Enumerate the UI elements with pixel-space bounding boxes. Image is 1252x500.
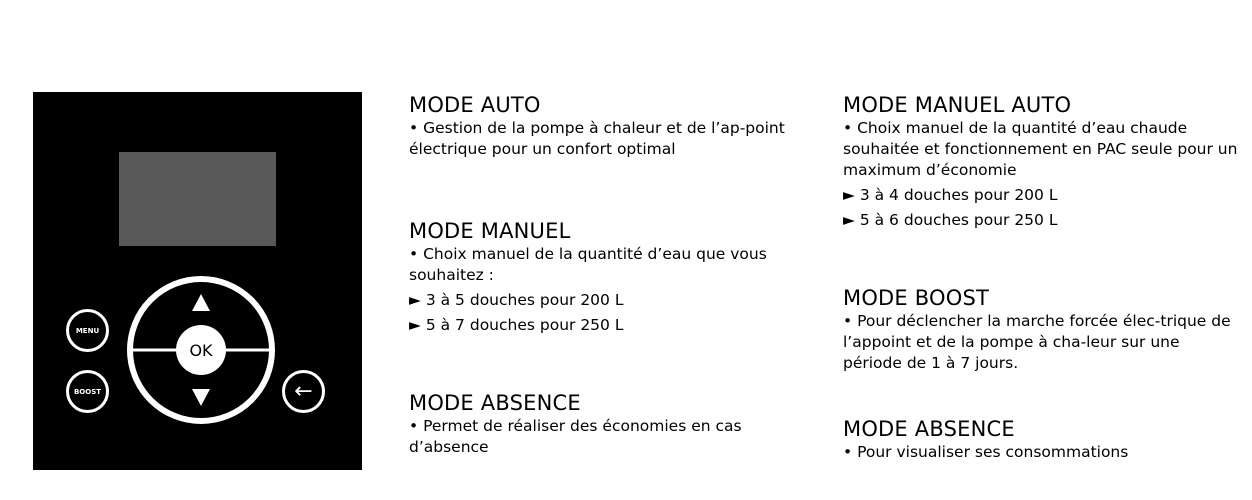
mode-manuel-title: MODE MANUEL (409, 219, 571, 243)
mode-boost-title: MODE BOOST (843, 286, 990, 310)
boost-button[interactable] (66, 370, 109, 413)
list-item: ► 5 à 6 douches pour 250 L (843, 211, 1058, 229)
display-screen (119, 152, 276, 246)
list-item: ► 3 à 5 douches pour 200 L (409, 291, 624, 309)
arrow-up-icon[interactable] (191, 293, 211, 313)
ok-button-label: OK (189, 340, 213, 360)
section-mode-manuel-auto (843, 92, 1248, 231)
mode-boost-desc: • Pour déclencher la marche forcée élec-trique de l’appoint et de la pompe à cha-leur sur une période de 1 à 7 jours. (843, 312, 1231, 372)
mode-absence-desc: • Permet de réaliser des économies en cas d’absence (409, 417, 742, 456)
list-item: ► 5 à 7 douches pour 250 L (409, 316, 624, 334)
list-item: ► 3 à 4 douches pour 200 L (843, 186, 1058, 204)
mode-manuel-desc: • Choix manuel de la quantité d’eau que vous souhaitez : (409, 245, 767, 284)
arrow-down-icon[interactable] (191, 387, 211, 407)
section-mode-boost (843, 285, 1248, 374)
back-arrow-icon: ← (294, 379, 313, 404)
mode-absence-desc: • Pour visualiser ses consommations (843, 443, 1129, 461)
navigation-pad (126, 275, 276, 425)
menu-button[interactable] (66, 309, 109, 352)
mode-absence-title: MODE ABSENCE (409, 391, 581, 415)
section-mode-absence-right (843, 416, 1248, 463)
mode-manuel-auto-title: MODE MANUEL AUTO (843, 93, 1072, 117)
ok-button[interactable] (176, 325, 226, 375)
mode-manuel-auto-desc: • Choix manuel de la quantité d’eau chaude souhaitée et fonctionnement en PAC seule pour un maximum d’économie (843, 119, 1238, 179)
boost-button-label: BOOST (73, 387, 102, 396)
section-mode-manuel (409, 218, 809, 336)
section-mode-absence-left (409, 390, 809, 458)
menu-button-label: MENU (75, 326, 100, 335)
mode-absence-title: MODE ABSENCE (843, 417, 1015, 441)
section-mode-auto (409, 92, 809, 160)
mode-auto-desc: • Gestion de la pompe à chaleur et de l’ap-point électrique pour un confort optimal (409, 119, 785, 158)
mode-manuel-auto-list (843, 185, 1248, 231)
mode-auto-title: MODE AUTO (409, 93, 541, 117)
mode-manuel-list (409, 290, 809, 336)
control-panel (33, 92, 362, 470)
back-button[interactable] (282, 370, 325, 413)
